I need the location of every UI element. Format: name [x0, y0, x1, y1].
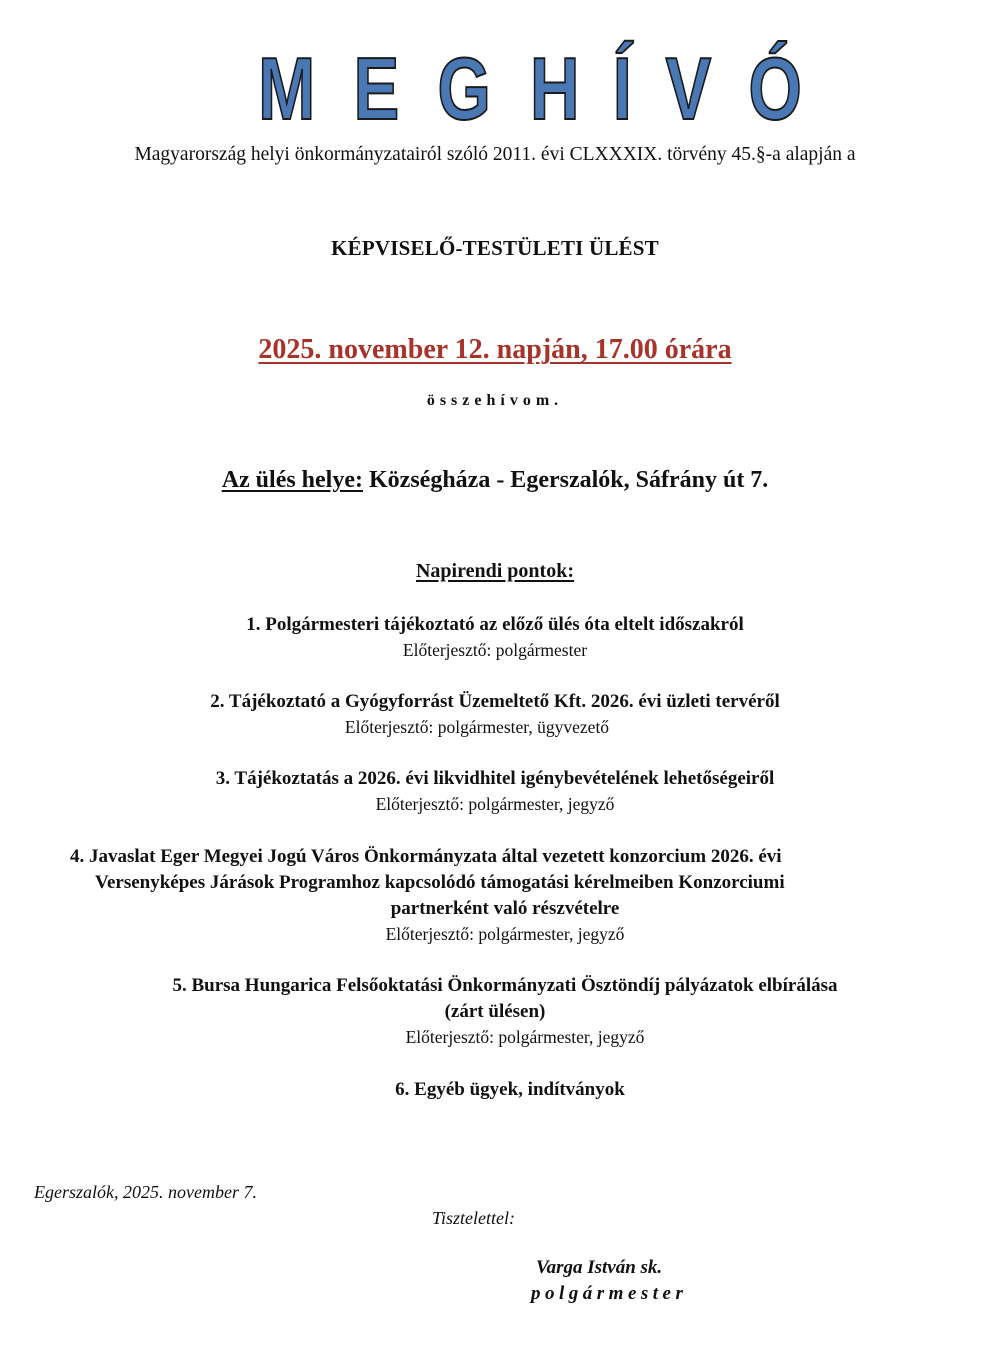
agenda-item [0, 689, 972, 739]
agenda-item-presenter: Előterjesztő: polgármester, ügyvezető [344, 717, 610, 737]
agenda-item-presenter: Előterjesztő: polgármester [402, 640, 588, 660]
agenda-item [0, 612, 990, 662]
venue-value: Községháza - Egerszalók, Sáfrány út 7. [363, 467, 769, 493]
title-letter: H [529, 39, 580, 138]
venue-label: Az ülés helye: [221, 467, 363, 493]
agenda-item [0, 973, 990, 1049]
agenda-item-title-line: Versenyképes Járások Programhoz kapcsolódó támogatási kérelmeiben Konzorciumi [95, 872, 785, 893]
agenda-item-title: 3. Tájékoztatás a 2026. évi likvidhitel igénybevételének lehetőségeiről [215, 768, 775, 789]
agenda-item-presenter: Előterjesztő: polgármester, jegyző [405, 1027, 645, 1047]
agenda-item-title-line: 4. Javaslat Eger Megyei Jogú Város Önkormányzata által vezetett konzorcium 2026. évi [70, 846, 782, 867]
agenda-item-presenter: Előterjesztő: polgármester, jegyző [375, 794, 615, 814]
agenda-item-presenter: Előterjesztő: polgármester, jegyző [385, 924, 625, 944]
meeting-datetime: 2025. november 12. napján, 17.00 órára [258, 334, 732, 365]
agenda-title: Napirendi pontok: [415, 560, 574, 582]
title-letter: G [437, 39, 492, 138]
agenda-item-title: 6. Egyéb ügyek, indítványok [395, 1079, 625, 1100]
convene-text: összehívom. [426, 392, 564, 409]
legal-basis-text: Magyarország helyi önkormányzatairól szóló 2011. évi CLXXXIX. törvény 45.§-a alapján a [134, 144, 856, 165]
signer-name: Varga István sk. [536, 1257, 663, 1278]
agenda-item [0, 766, 990, 816]
agenda-item [20, 844, 990, 946]
closing-regards: Tisztelettel: [432, 1208, 515, 1228]
agenda-item-title: 2. Tájékoztató a Gyógyforrást Üzemeltető Kft. 2026. évi üzleti tervéről [210, 691, 780, 712]
title-letter: E [353, 39, 400, 138]
title-letter: M [258, 39, 316, 138]
title-letter: V [665, 39, 711, 138]
title-letter: Ó [748, 39, 803, 138]
agenda-item [15, 1077, 990, 1103]
agenda-item-title-line: (zárt ülésen) [444, 1001, 546, 1022]
agenda-item-title-line: partnerként való részvételre [390, 898, 620, 919]
document-title [250, 39, 810, 138]
place-and-date: Egerszalók, 2025. november 7. [34, 1182, 257, 1202]
agenda-item-title-line: 5. Bursa Hungarica Felsőoktatási Önkormányzati Ösztöndíj pályázatok elbírálása [172, 975, 838, 996]
agenda-item-title: 1. Polgármesteri tájékoztató az előző ülés óta eltelt időszakról [246, 614, 744, 635]
signer-title: polgármester [531, 1283, 688, 1304]
venue [0, 467, 990, 494]
meeting-heading: KÉPVISELŐ-TESTÜLETI ÜLÉST [331, 236, 659, 260]
title-letter: Í [612, 39, 632, 138]
